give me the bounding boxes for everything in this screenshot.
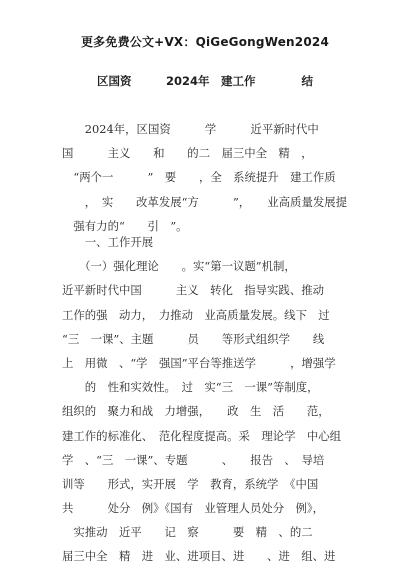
text-line: 建工作的标准化、 范化程度提高。采 理论学 中心组 bbox=[62, 428, 342, 443]
text-line: 2024年，区国资 学 近平新时代中 bbox=[62, 122, 319, 136]
text-line: （一）强化理论 。实“第一议题”机制， bbox=[62, 259, 296, 274]
text-line: 国 主义 和 的二 届三中全 精 ， bbox=[62, 146, 313, 161]
text-line: 学 、“三 一课”、专题 、 报告 、 导培 bbox=[62, 452, 325, 467]
promo-header: 更多免费公文+VX：QiGeGongWen2024 bbox=[80, 35, 329, 49]
intro-paragraph bbox=[62, 117, 362, 238]
text-line: 一、工作开展 bbox=[62, 235, 154, 249]
text-line: “两个一 ” 要 ，全 系统提升 建工作质 bbox=[62, 170, 336, 185]
text-line: 训等 形式，实开展 学 教育，系统学 《中国 bbox=[62, 476, 319, 491]
text-line: 共 处分 例》《国有 业管理人员处分 例》， bbox=[62, 501, 324, 516]
text-line: 实推动 近平 记 察 要 精 、的二 bbox=[62, 525, 313, 540]
text-line: 组织的 聚力和战 力增强， 政 生 活 范， bbox=[62, 404, 330, 419]
text-line: 工作的强 动力， 力推动 业高质量发展。线下 过 bbox=[62, 307, 330, 322]
section-one-content bbox=[62, 230, 362, 569]
text-line: ， 实 改革发展“方 ”， 业高质量发展提 bbox=[62, 194, 348, 209]
text-line: 上 用微 、“学 强国”平台等推送学 ，增强学 bbox=[62, 355, 336, 370]
text-line: “三 一课”、主题 员 等形式组织学 线 bbox=[62, 331, 325, 346]
text-line: 强有力的“ 引 ”。 bbox=[62, 218, 188, 233]
text-line: 的 性和实效性。 过 实“三 一课”等制度， bbox=[62, 380, 319, 395]
text-line: 近平新时代中国 主义 转化 指导实践、推动 bbox=[62, 283, 324, 298]
document-title: 区国资 2024年 建工作 结 bbox=[96, 74, 313, 88]
text-line: 届三中全 精 进 业、进项目、进 、进 组、进 bbox=[62, 549, 336, 564]
